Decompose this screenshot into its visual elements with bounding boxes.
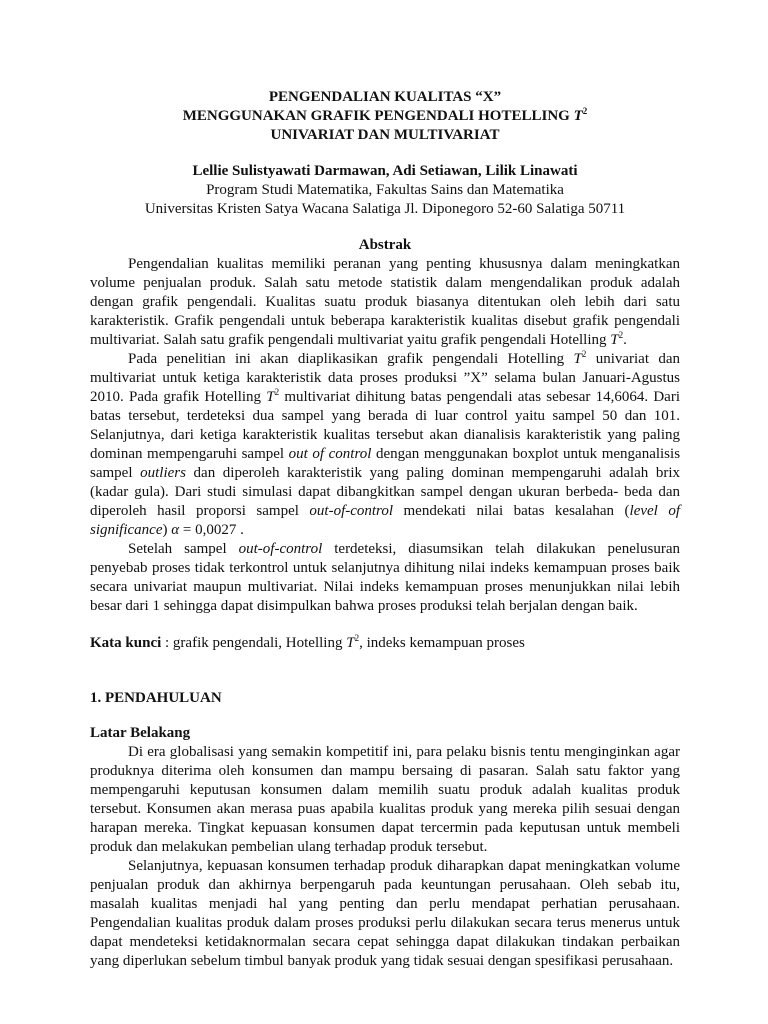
abstract-p3-a: Setelah sampel (128, 541, 227, 557)
title-line-3: UNIVARIAT DAN MULTIVARIAT (270, 127, 500, 143)
abstract-p1-text: Pengendalian kualitas memiliki peranan yang penting khususnya dalam meningkatkan volume penjualan produk. Salah satu metode statistik dalam mengendalikan produk adalah dengan grafik pengendali. Kualitas suatu produk biasanya ditentukan oleh lebih dari satu karakteristik. Grafik pengendali untuk beberapa karakteristik kualitas disebut grafik pengendali multivariat. Salah satu grafik pengendali multivariat yaitu grafik pengendali Hotelling (90, 256, 680, 348)
title-symbol: T (573, 108, 583, 124)
keywords-superscript: 2 (354, 633, 360, 643)
title-line-2-text: MENGGUNAKAN GRAFIK PENGENDALI HOTELLING (182, 108, 570, 124)
affiliation-line-2: Universitas Kristen Satya Wacana Salatiga Jl. Diponegoro 52-60 Salatiga 50711 (144, 201, 626, 217)
abstract-paragraph-3 (90, 540, 680, 616)
alpha-symbol: α (171, 522, 180, 538)
abstract-p2-b: univariat dan multivariat untuk ketiga karakteristik data proses produksi ”X” selama bulan Januari-Agustus 2010. Pada grafik Hotelling (90, 351, 681, 405)
abstract-p2-italic-1: out of control (288, 446, 372, 462)
abstract-paragraph-1 (90, 255, 680, 350)
abstract-p1-end: . (623, 332, 627, 348)
author-block (90, 162, 680, 219)
abstract-p2-d: dengan menggunakan boxplot untuk menganalisis sampel (90, 446, 681, 481)
abstract-p2-superscript-2: 2 (274, 387, 280, 397)
abstract-p3-b: terdeteksi, diasumsikan telah dilakukan penelusuran penyebab proses tidak terkontrol untuk selanjutnya dihitung nilai indeks kemampuan proses baik secara univariat maupun multivariat. Nilai indeks kemampuan proses menunjukkan nilai lebih besar dari 1 sehingga dapat disimpulkan bahwa proses produksi telah berjalan dengan baik. (90, 541, 681, 614)
abstract-p2-italic-2: outliers (140, 465, 186, 481)
keywords-symbol: T (346, 635, 355, 651)
title-superscript: 2 (582, 106, 588, 116)
abstract-p3-italic: out-of-control (238, 541, 323, 557)
abstract-p1-superscript: 2 (618, 330, 624, 340)
abstract-body (90, 255, 680, 616)
abstract-p2-symbol-2: T (266, 389, 275, 405)
title-line-2 (90, 107, 680, 126)
abstract-p2-c: multivariat dihitung batas pengendali atas sebesar 14,6064. Dari batas tersebut, terdeteksi dua sampel yang berada di luar control yaitu sampel 50 dan 101. Selanjutnya, dari ketiga karakteristik kualitas tersebut akan dianalisis karakteristik yang paling dominan mempengaruhi sampel (90, 389, 681, 462)
abstract-p2-symbol-1: T (573, 351, 582, 367)
section-heading: 1. PENDAHULUAN (90, 690, 222, 706)
keywords-line (90, 634, 680, 653)
abstract-paragraph-2 (90, 350, 680, 540)
abstract-p2-g: ) (162, 522, 168, 538)
abstract-p1-symbol: T (610, 332, 619, 348)
abstract-p2-italic-4: level of significance (90, 503, 680, 538)
abstract-heading: Abstrak (358, 237, 412, 253)
abstract-p2-italic-3: out-of-control (309, 503, 394, 519)
keywords-text-a: : grafik pengendali, Hotelling (161, 635, 343, 651)
paper-title (90, 88, 680, 145)
abstract-p2-superscript-1: 2 (581, 349, 587, 359)
subsection-heading: Latar Belakang (90, 725, 191, 741)
abstract-p2-f: mendekati nilai batas kesalahan ( (393, 503, 630, 519)
keywords-text-b: , indeks kemampuan proses (359, 635, 525, 651)
abstract-p2-e: dan diperoleh karakteristik yang paling dominan mempengaruhi adalah brix (kadar gula). Dari studi simulasi dapat dibangkitkan sampel dengan ukuran berbeda- beda dan diperoleh hasil proporsi sampel (90, 465, 681, 519)
keywords-label: Kata kunci (90, 635, 162, 651)
author-names: Lellie Sulistyawati Darmawan, Adi Setiawan, Lilik Linawati (192, 163, 578, 179)
intro-paragraph-2: Selanjutnya, kepuasan konsumen terhadap produk diharapkan dapat meningkatkan volume penjualan produk dan akhirnya berpengaruh pada keuntungan perusahaan. Oleh sebab itu, masalah kualitas menjadi hal yang penting dan perlu mendapat perhatian perusahaan. Pengendalian kualitas produk dalam proses produksi perlu dilakukan secara terus menerus untuk dapat mendeteksi ketidaknormalan secara cepat sehingga dapat dilakukan tindakan perbaikan yang diperlukan sebelum timbul banyak produk yang tidak sesuai dengan spesifikasi perusahaan. (90, 858, 680, 969)
intro-paragraph-1: Di era globalisasi yang semakin kompetitif ini, para pelaku bisnis tentu menginginkan agar produknya diterima oleh konsumen dan mampu bersaing di pasaran. Salah satu faktor yang mempengaruhi keputusan konsumen dalam memilih suatu produk adalah kualitas produk tersebut. Konsumen akan merasa puas apabila kualitas produk yang mereka pilih sesuai dengan harapan mereka. Tingkat kepuasan konsumen dapat tercermin pada keputusan untuk membeli produk dan melakukan pembelian ulang terhadap produk tersebut. (90, 744, 680, 855)
abstract-p2-h: = 0,0027 . (179, 522, 244, 538)
abstract-p2-a: Pada penelitian ini akan diaplikasikan grafik pengendali Hotelling (128, 351, 565, 367)
title-line-1: PENGENDALIAN KUALITAS “X” (268, 89, 502, 105)
affiliation-line-1: Program Studi Matematika, Fakultas Sains dan Matematika (206, 182, 564, 198)
